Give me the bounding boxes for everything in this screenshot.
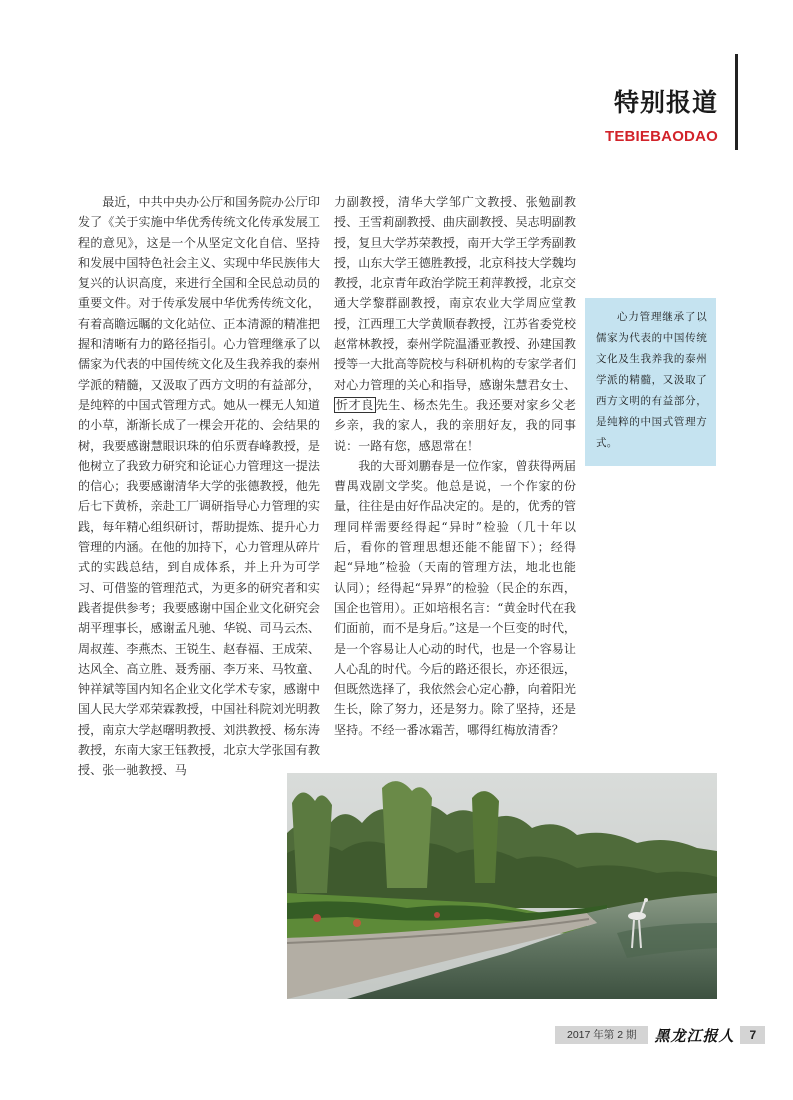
- pull-quote-box: [585, 298, 716, 466]
- boxed-name: 忻才良: [336, 397, 374, 412]
- article-paragraph: 最近，中共中央办公厅和国务院办公厅印发了《关于实施中华优秀传统文化传承发展工程的意见》，这是一个从坚定文化自信、坚持和发展中国特色社会主义、实现中华民族伟大复兴的认识高度，来进行全国和全民总动员的重要文件。对于传承发展中华优秀传统文化，有着高瞻远瞩的文化站位、正本清源的精准把握和清晰有力的路径指引。心力管理继承了以儒家为代表的中国传统文化及生我养我的泰州学派的精髓，又汲取了西方文明的有益部分，是纯粹的中国式管理方式。她从一棵无人知道的小草，渐渐长成了一棵会开花的、会结果的树，我要感谢慧眼识珠的伯乐贾春峰教授，是他树立了我致力研究和论证心力管理这一提法的信心；我要感谢清华大学的张德教授，他先后七下黄桥，亲赴工厂调研指导心力管理的实践，每年精心组织研讨，帮助提炼、提升心力管理的内涵。在他的加持下，心力管理从碎片式的实践总结，到自成体系，并上升为可学习、可借鉴的管理范式，为更多的研究者和实践者提供参考；我要感谢中国企业文化研究会胡平理事长，感谢孟凡驰、华锐、司马云杰、周叔莲、李燕杰、王锐生、赵春福、王成荣、达风全、高立胜、聂秀丽、李万来、马牧童、钟祥斌等国内知名企业文化学术专家，感谢中国人民大学邓荣霖教授，中国社科院刘光明教授，南京大学赵曙明教授、刘洪教授、杨东涛教授，东南大家王钰教授，北京大学张国有教授、张一驰教授、马: [78, 195, 320, 778]
- landscape-photo: [287, 773, 717, 999]
- article-column-left: [78, 192, 320, 781]
- header-vertical-rule: [735, 54, 738, 150]
- paragraph-text: 力副教授，清华大学邹广文教授、张勉副教授、王雪莉副教授、曲庆副教授、吴志明副教授，复旦大学苏荣教授，南开大学王学秀副教授，山东大学王德胜教授，北京科技大学魏均教授，北京青年政治学院王莉萍教授，北京交通大学黎群副教授，南京农业大学周应堂教授，江西理工大学黄顺春教授，江苏省委党校赵常林教授，泰州学院温潘亚教授、孙建国教授等一大批高等院校与科研机构的专家学者们对心力管理的关心和指导，感谢朱慧君女士、: [334, 195, 576, 392]
- article-paragraph: 我的大哥刘鹏春是一位作家，曾获得两届曹禺戏剧文学奖。他总是说，一个作家的份量，往往是由好作品决定的。是的，优秀的管理同样需要经得起“异时”检验（几十年以后，看你的管理思想还能不能留下）；经得起“异地”检验（天南的管理方法，地北也能认同）；经得起“异界”的检验（民企的东西，国企也管用）。正如培根名言：“黄金时代在我们面前，而不是身后。”这是一个巨变的时代，是一个容易让人心动的时代，也是一个容易让人心乱的时代。今后的路还很长，亦还很远，但既然选择了，我依然会心定心静，向着阳光生长，除了努力，还是努力。除了坚持，还是坚持。不经一番冰霜苦，哪得红梅放清香？: [334, 458, 577, 737]
- pull-quote-text: 心力管理继承了以儒家为代表的中国传统文化及生我养我的泰州学派的精髓，又汲取了西方文明的有益部分，是纯粹的中国式管理方式。: [596, 311, 707, 449]
- page-footer: [555, 1025, 765, 1045]
- section-title: 特别报道: [613, 88, 718, 117]
- paragraph-text: 先生、杨杰先生。我还要对家乡父老乡亲，我的家人，我的亲朋好友，我的同事说：一路有您，感恩常在！: [334, 397, 576, 453]
- article-paragraph: [334, 192, 576, 456]
- section-header: [605, 88, 718, 145]
- section-subtitle: TEBIEBAODAO: [604, 128, 718, 145]
- article-column-right: [334, 192, 576, 740]
- page-number: 7: [740, 1026, 765, 1044]
- magazine-logo: 黑龙江报人: [654, 1026, 735, 1045]
- issue-label: 2017 年第 2 期: [555, 1026, 648, 1044]
